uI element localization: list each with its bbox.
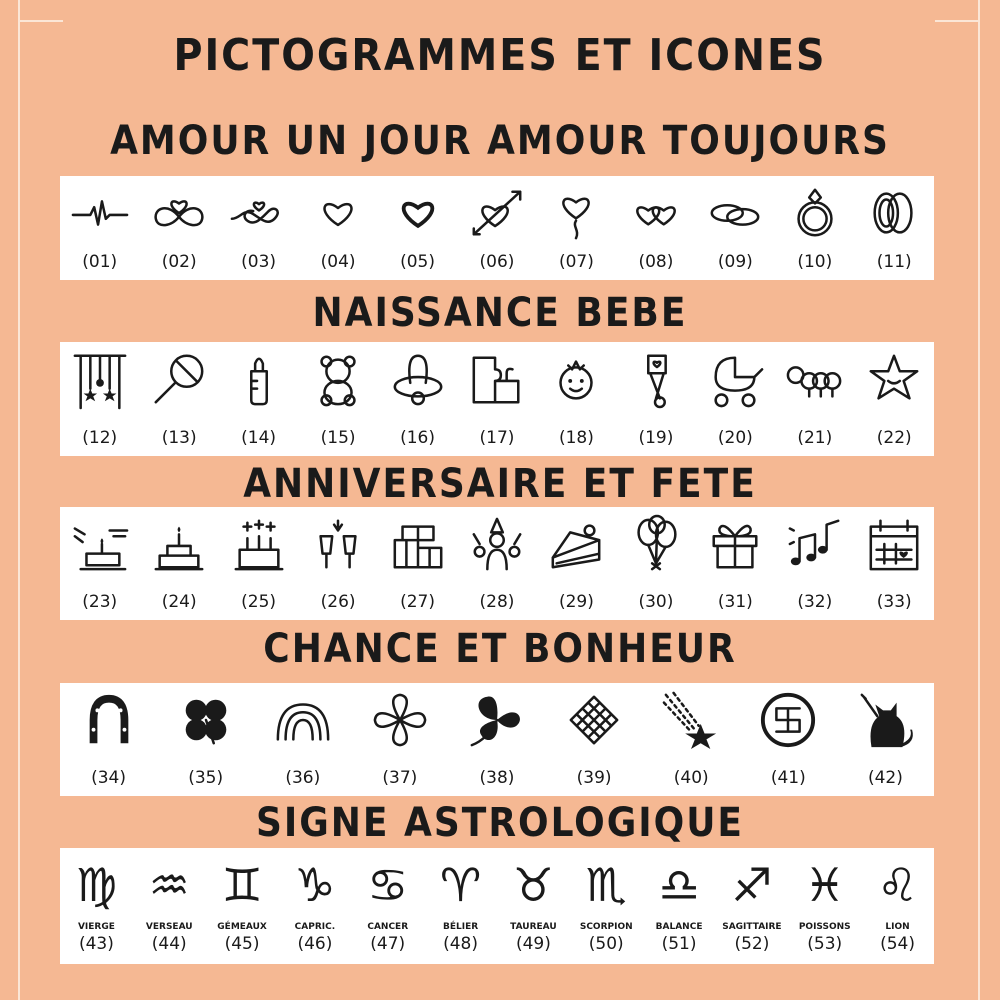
icon-number: (43) (78, 934, 114, 954)
music-notes-icon (775, 513, 854, 575)
icon-number: (09) (717, 252, 753, 272)
caterpillar-icon (775, 348, 854, 410)
puzzle-icon (457, 348, 536, 410)
icon-cell (546, 683, 643, 796)
icon-number: (31) (717, 592, 753, 612)
zodiac-name: VIERGE (77, 922, 115, 932)
icon-cell (139, 342, 218, 456)
zodiac-name: POISSONS (798, 922, 851, 932)
icon-cell (537, 507, 616, 620)
diamond-ring-icon (775, 182, 854, 244)
icon-cell (219, 507, 298, 620)
rainbow-icon (254, 689, 351, 751)
icon-cell (696, 176, 775, 280)
icon-cell (351, 683, 448, 796)
layer-cake-icon (139, 513, 218, 575)
icon-number: (51) (661, 934, 697, 954)
zodiac-name: CANCER (367, 922, 409, 932)
infinity-heart-icon (139, 182, 218, 244)
baby-face-icon (537, 348, 616, 410)
shou-symbol-icon (740, 689, 837, 751)
icon-cell (457, 507, 536, 620)
zodiac-blier-icon: ♈ (439, 858, 482, 912)
icon-number: (33) (876, 592, 912, 612)
icon-number: (04) (320, 252, 356, 272)
heart-bold-icon (378, 182, 457, 244)
heart-arrow-icon (457, 182, 536, 244)
zodiac-name: CAPRIC. (294, 922, 336, 932)
icon-number: (19) (638, 428, 674, 448)
icon-cell (60, 507, 139, 620)
zodiac-name: VERSEAU (145, 922, 193, 932)
icon-cell (219, 176, 298, 280)
icon-number: (38) (479, 768, 515, 788)
icon-cell (643, 683, 740, 796)
icon-band (60, 683, 934, 796)
frame-corner-tl (18, 20, 63, 22)
icon-number: (16) (400, 428, 435, 448)
icon-number: (11) (876, 252, 912, 272)
zodiac-name: GÉMEAUX (217, 922, 267, 932)
icon-cell (378, 176, 457, 280)
cake-slice-icon (537, 513, 616, 575)
icon-cell (775, 342, 854, 456)
icon-cell (448, 683, 545, 796)
icon-number: (47) (370, 934, 406, 954)
shooting-star-icon (643, 689, 740, 751)
icon-number: (08) (638, 252, 674, 272)
heart-outline-icon (298, 182, 377, 244)
icon-number: (37) (382, 768, 418, 788)
icon-cell (157, 683, 254, 796)
teddy-bear-icon (298, 348, 377, 410)
icon-number: (22) (876, 428, 912, 448)
icon-number: (20) (717, 428, 753, 448)
wedding-rings-flat-icon (696, 182, 775, 244)
icon-cell (855, 176, 934, 280)
icon-cell (60, 176, 139, 280)
icon-number: (21) (797, 428, 833, 448)
icon-number: (29) (558, 592, 594, 612)
zodiac-balance-icon: ♎ (658, 858, 700, 912)
icon-number: (17) (479, 428, 515, 448)
icon-number: (06) (479, 252, 515, 272)
chinese-knot-icon (546, 689, 643, 751)
gift-stack-icon (378, 513, 457, 575)
section-title: AMOUR UN JOUR AMOUR TOUJOURS (110, 118, 890, 164)
icon-number: (28) (479, 592, 515, 612)
icon-number: (18) (558, 428, 594, 448)
rattle-icon (139, 348, 218, 410)
section-title: ANNIVERSAIRE ET FETE (243, 461, 757, 507)
wedding-bands-icon (855, 182, 934, 244)
icon-number: (03) (241, 252, 277, 272)
section-title: CHANCE ET BONHEUR (263, 626, 737, 672)
icon-number: (12) (82, 428, 118, 448)
icon-cell (861, 848, 934, 964)
zodiac-sagittaire-icon: ♐ (731, 858, 773, 912)
smiling-star-icon (855, 348, 934, 410)
stroller-icon (696, 348, 775, 410)
pacifier-icon (378, 348, 457, 410)
icon-number: (15) (320, 428, 356, 448)
blowing-candle-cake-icon (60, 513, 139, 575)
icon-cell (219, 342, 298, 456)
icon-number: (14) (241, 428, 277, 448)
icon-cell (139, 507, 218, 620)
page-title: PICTOGRAMMES ET ICONES (173, 30, 827, 81)
icon-number: (24) (161, 592, 197, 612)
icon-cell (616, 507, 695, 620)
icon-number: (01) (82, 252, 118, 272)
icon-number: (23) (82, 592, 118, 612)
icon-cell (378, 342, 457, 456)
icon-number: (10) (797, 252, 833, 272)
icon-cell (855, 507, 934, 620)
zodiac-scorpion-icon: ♏ (585, 858, 627, 912)
safety-pin-icon (616, 348, 695, 410)
eternal-knot-loops-icon (351, 689, 448, 751)
icon-cell (775, 176, 854, 280)
calendar-heart-icon (855, 513, 934, 575)
icon-number: (42) (867, 768, 903, 788)
icon-cell (457, 176, 536, 280)
frame-corner-tr (935, 20, 980, 22)
icon-cell (616, 342, 695, 456)
zodiac-cancer-icon: ♋ (367, 858, 409, 912)
icon-number: (50) (588, 934, 624, 954)
baby-mobile-icon (60, 348, 139, 410)
icon-cell (837, 683, 934, 796)
icon-number: (46) (297, 934, 333, 954)
icon-number: (30) (638, 592, 674, 612)
zodiac-name: TAUREAU (510, 922, 557, 932)
icon-number: (05) (400, 252, 435, 272)
section-title: NAISSANCE BEBE (312, 290, 688, 336)
balloons-icon (616, 513, 695, 575)
icon-number: (41) (770, 768, 806, 788)
zodiac-name: BÉLIER (442, 922, 479, 932)
cheers-glasses-icon (298, 513, 377, 575)
zodiac-gmeaux-icon: ♊ (221, 858, 263, 912)
icon-cell (254, 683, 351, 796)
zodiac-vierge-icon: ♍ (75, 858, 118, 912)
icon-number: (32) (797, 592, 833, 612)
icon-cell (298, 342, 377, 456)
infinity-heart-swirl-icon (219, 182, 298, 244)
icon-number: (34) (91, 768, 126, 788)
icon-cell (537, 342, 616, 456)
icon-number: (36) (285, 768, 321, 788)
icon-cell (696, 342, 775, 456)
lucky-cat-icon (837, 689, 934, 751)
zodiac-lion-icon: ♌ (876, 858, 919, 912)
zodiac-capric-icon: ♑ (294, 858, 336, 912)
icon-cell (696, 507, 775, 620)
icon-cell (139, 176, 218, 280)
icon-cell (616, 176, 695, 280)
icon-number: (48) (443, 934, 479, 954)
party-crowd-icon (457, 513, 536, 575)
icon-band (60, 848, 934, 964)
zodiac-name: BALANCE (655, 922, 703, 932)
zodiac-verseau-icon: ♒ (148, 858, 190, 912)
icon-number: (27) (400, 592, 435, 612)
icon-cell (298, 176, 377, 280)
icon-number: (13) (161, 428, 197, 448)
icon-cell (775, 507, 854, 620)
icon-number: (35) (188, 768, 224, 788)
icon-number: (52) (734, 934, 770, 954)
icon-number: (39) (576, 768, 612, 788)
icon-cell (457, 342, 536, 456)
zodiac-name: SAGITTAIRE (722, 922, 782, 932)
icon-number: (53) (807, 934, 843, 954)
icon-cell (298, 507, 377, 620)
zodiac-name: SCORPION (579, 922, 633, 932)
icon-cell (740, 683, 837, 796)
icon-number: (44) (151, 934, 187, 954)
icon-number: (07) (558, 252, 594, 272)
icon-cell (60, 683, 157, 796)
icon-cell (855, 342, 934, 456)
icon-number: (26) (320, 592, 356, 612)
shamrock-icon (448, 689, 545, 751)
four-leaf-clover-icon (157, 689, 254, 751)
icon-cell (60, 342, 139, 456)
two-hearts-icon (616, 182, 695, 244)
icon-number: (45) (224, 934, 260, 954)
icon-band (60, 176, 934, 280)
baby-bottle-icon (219, 348, 298, 410)
icon-cell (537, 176, 616, 280)
icon-number: (02) (161, 252, 197, 272)
icon-number: (49) (515, 934, 551, 954)
firework-cake-icon (219, 513, 298, 575)
zodiac-name: LION (885, 922, 910, 932)
heart-balloon-icon (537, 182, 616, 244)
zodiac-poissons-icon: ♓ (804, 858, 846, 912)
icon-band (60, 342, 934, 456)
icon-number: (54) (880, 934, 916, 954)
icon-band (60, 507, 934, 620)
icon-number: (25) (241, 592, 277, 612)
heartbeat-line-icon (60, 182, 139, 244)
gift-box-icon (696, 513, 775, 575)
horseshoe-icon (60, 689, 157, 751)
section-title: SIGNE ASTROLOGIQUE (255, 800, 745, 846)
icon-number: (40) (673, 768, 709, 788)
zodiac-taureau-icon: ♉ (512, 858, 555, 912)
icon-cell (378, 507, 457, 620)
